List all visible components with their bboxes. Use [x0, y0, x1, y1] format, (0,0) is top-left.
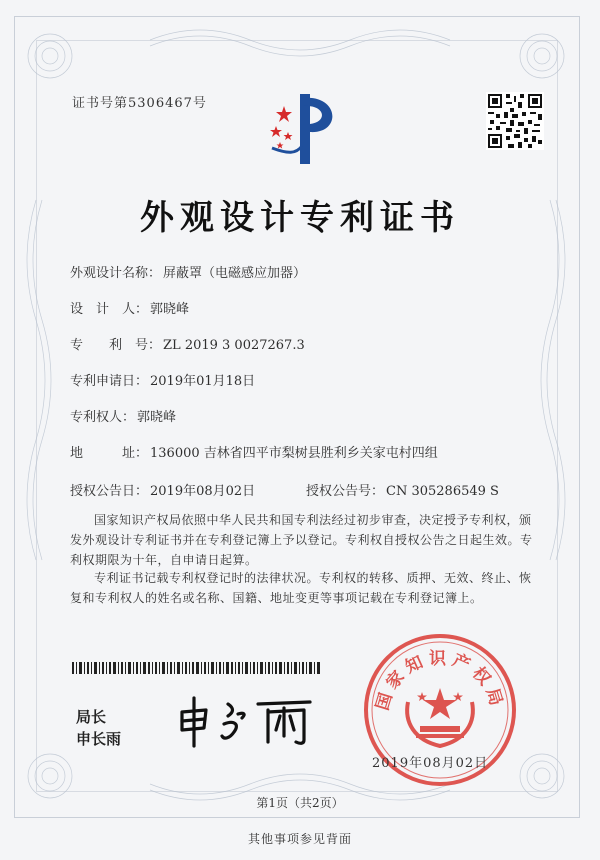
address-value: 136000 吉林省四平市梨树县胜利乡关家屯村四组 [150, 446, 438, 461]
patentee-label: 专利权人： [70, 410, 136, 425]
certificate-number: 证书号第5306467号 [72, 96, 207, 111]
patentee-row [70, 406, 176, 425]
barcode-icon [72, 662, 320, 674]
grant-date-row [70, 480, 255, 499]
design-name-label: 外观设计名称： [70, 266, 162, 281]
body-paragraph-1: 国家知识产权局依照中华人民共和国专利法经过初步审查，决定授予专利权，颁发外观设计专利证书并在专利登记簿上予以登记。专利权自授权公告之日起生效。专利权期限为十年，自申请日起算。 [70, 513, 533, 567]
handwritten-signature-icon [172, 690, 322, 750]
design-name-value: 屏蔽罩（电磁感应加器） [163, 266, 307, 281]
grant-number-row [306, 480, 499, 499]
qr-code-icon [486, 92, 544, 150]
patent-office-emblem-icon [262, 88, 344, 170]
patent-number-row [70, 334, 305, 353]
certificate-title: 外观设计专利证书 [140, 198, 460, 238]
grant-number-value: CN 305286549 S [386, 484, 499, 499]
director-title: 局长 [76, 708, 107, 726]
patentee-value: 郭晓峰 [137, 410, 177, 425]
grant-date-value: 2019年08月02日 [150, 484, 256, 499]
filing-date-value: 2019年01月18日 [150, 374, 256, 389]
designer-value: 郭晓峰 [150, 302, 190, 317]
grant-number-label: 授权公告号： [306, 484, 385, 499]
designer-row [70, 298, 189, 317]
address-row [70, 442, 438, 461]
designer-label: 设 计 人： [70, 302, 149, 317]
filing-date-row [70, 370, 255, 389]
design-name-row [70, 262, 306, 281]
director-name: 申长雨 [76, 730, 122, 748]
seal-date: 2019年08月02日 [372, 756, 489, 771]
seal-text: 国家知识产权局 [372, 649, 508, 713]
filing-date-label: 专利申请日： [70, 374, 149, 389]
patent-number-label: 专 利 号： [70, 338, 162, 353]
body-paragraph-2: 专利证书记载专利权登记时的法律状况。专利权的转移、质押、无效、终止、恢复和专利权人的姓名或名称、国籍、地址变更等事项记载在专利登记簿上。 [70, 571, 532, 605]
patent-number-value: ZL 2019 3 0027267.3 [163, 338, 305, 353]
grant-date-label: 授权公告日： [70, 484, 149, 499]
address-label: 地 址： [70, 446, 149, 461]
page-number: 第1页（共2页） [256, 796, 344, 810]
footer-note: 其他事项参见背面 [247, 832, 352, 846]
